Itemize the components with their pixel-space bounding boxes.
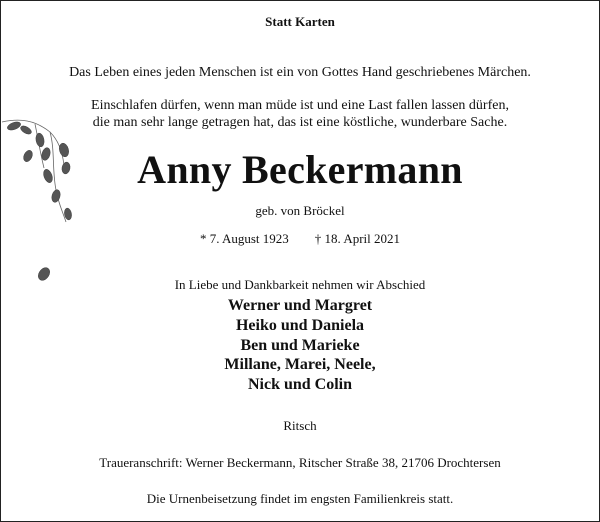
- quote-line-1: Das Leben eines jeden Menschen ist ein von Gottes Hand geschriebenes Märchen.: [69, 65, 531, 80]
- life-dates: [0, 231, 600, 247]
- deceased-name: Anny Beckermann: [137, 147, 463, 192]
- quote-line-2: Einschlafen dürfen, wenn man müde ist und eine Last fallen lassen dürfen,: [91, 98, 509, 113]
- mourner-line: Heiko und Daniela: [235, 317, 365, 334]
- birth-name: geb. von Bröckel: [255, 203, 345, 218]
- mourning-address: Traueranschrift: Werner Beckermann, Ritscher Straße 38, 21706 Drochtersen: [99, 455, 501, 470]
- quote-line-3: die man sehr lange getragen hat, das ist eine köstliche, wunderbare Sache.: [92, 115, 508, 130]
- mourner-line: Ben und Marieke: [240, 337, 360, 354]
- farewell-text: In Liebe und Dankbarkeit nehmen wir Abschied: [174, 277, 426, 292]
- birth-date: * 7. August 1923: [199, 231, 289, 246]
- mourner-line: Nick und Colin: [247, 376, 353, 393]
- burial-notice: Die Urnenbeisetzung findet im engsten Familienkreis statt.: [146, 491, 454, 506]
- header-text: Statt Karten: [265, 14, 335, 29]
- death-date: † 18. April 2021: [314, 231, 401, 246]
- place-text: Ritsch: [283, 418, 317, 433]
- mourner-line: Millane, Marei, Neele,: [224, 356, 376, 373]
- mourner-line: Werner und Margret: [227, 297, 373, 314]
